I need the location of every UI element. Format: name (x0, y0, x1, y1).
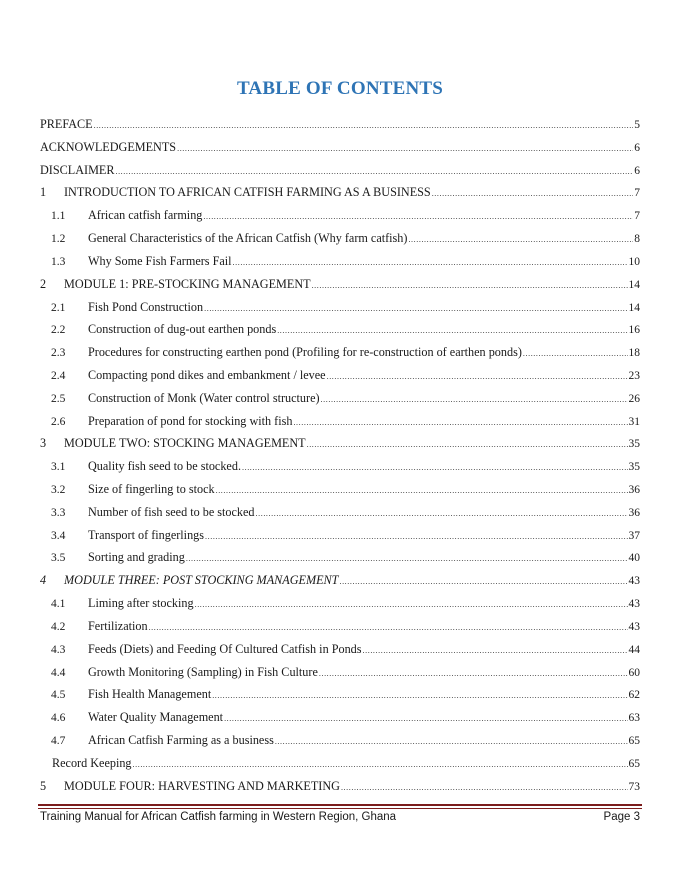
toc-entry-number: 1.1 (51, 210, 66, 223)
toc-leader (115, 161, 633, 184)
toc-entry-page: 8 (634, 233, 640, 246)
toc-entry-page: 14 (628, 278, 640, 291)
page-footer (40, 811, 640, 823)
toc-entry-label: Why Some Fish Farmers Fail (88, 253, 232, 268)
toc-entry-page: 31 (628, 415, 640, 428)
toc-leader (233, 252, 628, 275)
toc-entry-label: Fertilization (88, 618, 148, 633)
toc-entry-label: Procedures for constructing earthen pond (Profiling for re-construction of earthen ponds) (88, 345, 522, 360)
footer-rule (38, 804, 642, 806)
toc-entry[interactable] (40, 318, 640, 341)
toc-entry-label: Construction of Monk (Water control structure) (88, 390, 320, 405)
toc-entry[interactable] (40, 775, 640, 798)
toc-entry-page: 35 (628, 438, 640, 451)
toc-entry[interactable] (40, 729, 640, 752)
toc-entry-number: 2 (40, 276, 47, 291)
toc-entry[interactable] (40, 410, 640, 433)
toc-entry-page: 6 (634, 164, 640, 177)
toc-entry[interactable] (40, 478, 640, 501)
toc-entry[interactable] (40, 661, 640, 684)
toc-entry[interactable] (40, 638, 640, 661)
toc-leader (216, 480, 628, 503)
toc-entry-number: 2.2 (51, 324, 66, 337)
toc-entry-number: 1.3 (51, 255, 66, 268)
toc-entry-label: MODULE TWO: STOCKING MANAGEMENT (64, 436, 306, 451)
toc-entry[interactable] (40, 227, 640, 250)
toc-entry-page: 44 (628, 643, 640, 656)
toc-entry[interactable] (40, 159, 640, 182)
toc-entry-number: 2.5 (51, 392, 66, 405)
toc-entry-page: 60 (628, 666, 640, 679)
toc-leader (212, 685, 627, 708)
toc-entry[interactable] (40, 296, 640, 319)
toc-entry-number: 2.6 (51, 415, 66, 428)
toc-entry-label: Size of fingerling to stock (88, 482, 215, 496)
toc-entry[interactable] (40, 113, 640, 136)
toc-leader (312, 275, 628, 298)
toc-entry[interactable] (40, 387, 640, 410)
toc-entry-label: Number of fish seed to be stocked (88, 504, 255, 519)
toc-leader (277, 320, 627, 343)
toc-leader (275, 731, 628, 754)
toc-entry-number: 5 (40, 778, 47, 793)
toc-leader (149, 617, 628, 640)
toc-entry-page: 7 (634, 187, 640, 200)
toc-entry-label: Transport of fingerlings (88, 527, 205, 542)
toc-leader (432, 183, 634, 206)
toc-entry-number: 4.2 (51, 620, 66, 633)
toc-leader (195, 594, 628, 617)
toc-entry-label: Liming after stocking (88, 596, 194, 611)
toc-leader (341, 777, 628, 800)
toc-entry-label: Fish Pond Construction (88, 299, 204, 314)
toc-leader (307, 434, 628, 457)
toc-entry-number: 1.2 (51, 233, 66, 246)
toc-entry-number: 3.1 (51, 461, 66, 474)
toc-entry[interactable] (40, 752, 640, 775)
toc-entry-number: 1 (40, 185, 47, 200)
toc-entry-page: 10 (628, 255, 640, 268)
toc-entry-label: Feeds (Diets) and Feeding Of Cultured Catfish in Ponds (88, 641, 362, 656)
toc-leader (204, 298, 627, 321)
toc-entry-page: 63 (628, 712, 640, 725)
toc-entry-number: 3 (40, 436, 47, 451)
toc-entry-page: 43 (628, 598, 640, 611)
toc-leader (203, 206, 633, 229)
toc-entry-label: Water Quality Management (88, 710, 224, 725)
toc-entry-number: 4.4 (51, 666, 66, 679)
toc-entry-number: 4.6 (51, 712, 66, 725)
toc-entry[interactable] (40, 455, 640, 478)
toc-entry-page: 73 (628, 780, 640, 793)
toc-entry-label: African catfish farming (88, 208, 203, 223)
toc-entry-number: 4.1 (51, 598, 66, 611)
footer-page-number: Page 3 (603, 811, 640, 823)
toc-entry-label: Compacting pond dikes and embankment / levee (88, 367, 326, 382)
toc-entry-number: 4.5 (51, 689, 66, 702)
toc-entry-label: ACKNOWLEDGEMENTS (40, 139, 177, 154)
toc-entry-number: 3.4 (51, 529, 66, 542)
toc-entry-label: MODULE THREE: POST STOCKING MANAGEMENT (64, 573, 339, 588)
toc-entry[interactable] (40, 181, 640, 204)
toc-entry[interactable] (40, 546, 640, 569)
toc-entry-label: PREFACE (40, 117, 93, 131)
toc-entry-page: 62 (628, 689, 640, 702)
toc-entry-label: Growth Monitoring (Sampling) in Fish Culture (88, 664, 318, 679)
toc-entry-label: Fish Health Management (88, 687, 212, 702)
toc-entry[interactable] (40, 204, 640, 227)
toc-entry[interactable] (40, 683, 640, 706)
toc-entry-page: 35 (628, 461, 640, 474)
toc-leader (523, 343, 628, 366)
toc-leader (408, 229, 633, 252)
toc-leader (186, 548, 628, 571)
toc-entry-page: 14 (628, 301, 640, 314)
toc-entry-label: Record Keeping (52, 755, 132, 770)
toc-entry-page: 5 (634, 119, 640, 131)
toc-entry-page: 36 (628, 484, 640, 496)
toc-entry-number: 2.4 (51, 369, 66, 382)
toc-entry-number: 3.3 (51, 506, 66, 519)
toc-entry[interactable] (40, 250, 640, 273)
toc-entry-page: 65 (628, 757, 640, 770)
toc-entry-number: 4.3 (51, 643, 66, 656)
toc-entry-page: 18 (628, 347, 640, 360)
toc-entry-number: 4 (40, 573, 47, 588)
toc-entry[interactable] (40, 273, 640, 296)
toc-leader (242, 457, 628, 480)
toc-entry[interactable] (40, 569, 640, 592)
toc-entry[interactable] (40, 524, 640, 547)
footer-document-title: Training Manual for African Catfish farming in Western Region, Ghana (40, 811, 397, 823)
toc-entry-label: Preparation of pond for stocking with fish (88, 413, 293, 428)
toc-entry-page: 7 (634, 210, 640, 223)
footer-rule-thin (38, 808, 642, 809)
toc-leader (256, 503, 628, 526)
toc-entry[interactable] (40, 592, 640, 615)
toc-leader (321, 389, 628, 412)
toc-entry-number: 2.1 (51, 301, 66, 314)
toc-entry-label: Construction of dug-out earthen ponds (88, 322, 277, 337)
toc-entry-label: General Characteristics of the African Catfish (Why farm catfish) (88, 231, 408, 246)
toc-entry[interactable] (40, 615, 640, 638)
toc-entry-label: African Catfish Farming as a business (88, 732, 274, 747)
toc-entry-label: Quality fish seed to be stocked. (88, 459, 241, 474)
toc-entry[interactable] (40, 432, 640, 455)
toc-entry-label: INTRODUCTION TO AFRICAN CATFISH FARMING AS A BUSINESS (64, 185, 431, 200)
toc-entry-label: MODULE 1: PRE-STOCKING MANAGEMENT (64, 276, 311, 291)
toc-entry[interactable] (40, 136, 640, 159)
toc-leader (319, 663, 628, 686)
toc-entry-label: Sorting and grading (88, 550, 185, 565)
toc-leader (363, 640, 628, 663)
toc-entry-page: 6 (634, 141, 640, 154)
toc-entry-page: 65 (628, 734, 640, 747)
toc-entry-page: 23 (628, 369, 640, 382)
toc-entry-number: 3.2 (51, 484, 66, 496)
toc-leader (327, 366, 628, 389)
toc-entry-label: DISCLAIMER (40, 162, 115, 177)
toc-entry-page: 43 (628, 620, 640, 633)
toc-leader (224, 708, 627, 731)
toc-entry-page: 26 (628, 392, 640, 405)
toc-leader (133, 754, 628, 777)
toc-leader (205, 526, 627, 549)
toc-entry-page: 40 (628, 552, 640, 565)
toc-leader (94, 115, 634, 138)
page-title: TABLE OF CONTENTS (236, 78, 444, 99)
toc-entry[interactable] (40, 501, 640, 524)
table-of-contents (40, 113, 640, 797)
toc-entry-page: 43 (628, 575, 640, 588)
toc-leader (339, 571, 627, 594)
toc-entry-page: 16 (628, 324, 640, 337)
toc-entry-number: 2.3 (51, 347, 66, 360)
toc-entry-number: 3.5 (51, 552, 66, 565)
toc-entry-number: 4.7 (51, 734, 66, 747)
toc-entry[interactable] (40, 364, 640, 387)
toc-leader (177, 138, 633, 161)
toc-entry-page: 36 (628, 506, 640, 519)
toc-entry[interactable] (40, 706, 640, 729)
toc-entry-page: 37 (628, 529, 640, 542)
toc-leader (293, 412, 627, 435)
toc-entry[interactable] (40, 341, 640, 364)
toc-entry-label: MODULE FOUR: HARVESTING AND MARKETING (64, 778, 340, 793)
